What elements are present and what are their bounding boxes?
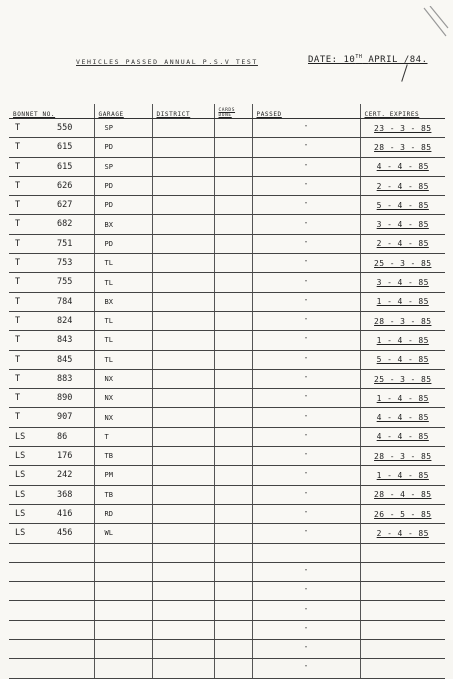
- table-row: [9, 447, 445, 466]
- bonnet-number: 843: [57, 335, 73, 346]
- bonnet-number: 824: [57, 315, 73, 326]
- passed-cell: ”: [252, 273, 360, 292]
- bonnet-number-cell: [9, 196, 94, 215]
- garage-cell: TL: [94, 331, 152, 350]
- passed-cell: ”: [252, 562, 360, 581]
- bonnet-number: 753: [57, 258, 73, 269]
- cert-expires-cell: 3 - 4 - 85: [360, 273, 445, 292]
- table-row: [9, 389, 445, 408]
- district-cell: [152, 447, 214, 466]
- garage-cell: [94, 659, 152, 678]
- district-cell: [152, 659, 214, 678]
- garage-cell: TL: [94, 273, 152, 292]
- table-row: [9, 582, 445, 601]
- table-row: [9, 601, 445, 620]
- table-row: [9, 640, 445, 659]
- garage-cell: SP: [94, 157, 152, 176]
- table-row: [9, 311, 445, 330]
- district-cell: [152, 331, 214, 350]
- cards-done-cell: [214, 408, 252, 427]
- passed-cell: ”: [252, 176, 360, 195]
- bonnet-number-cell: [9, 389, 94, 408]
- table-row: [9, 562, 445, 581]
- table-row: [9, 215, 445, 234]
- bonnet-prefix: T: [15, 219, 21, 230]
- cards-done-cell: [214, 138, 252, 157]
- table-row: [9, 138, 445, 157]
- cards-done-cell: [214, 119, 252, 138]
- district-cell: [152, 138, 214, 157]
- passed-cell: ”: [252, 408, 360, 427]
- cards-done-cell: [214, 311, 252, 330]
- garage-cell: SP: [94, 119, 152, 138]
- cards-done-cell: [214, 447, 252, 466]
- cert-expires-cell: 4 - 4 - 85: [360, 408, 445, 427]
- cert-expires-cell: [360, 601, 445, 620]
- garage-cell: TL: [94, 311, 152, 330]
- bonnet-number: 615: [57, 161, 73, 172]
- district-cell: [152, 176, 214, 195]
- passed-cell: ”: [252, 331, 360, 350]
- district-cell: [152, 601, 214, 620]
- garage-cell: NX: [94, 389, 152, 408]
- garage-cell: WL: [94, 524, 152, 543]
- cert-expires-cell: 23 - 3 - 85: [360, 119, 445, 138]
- bonnet-number-cell: [9, 254, 94, 273]
- bonnet-number: 242: [57, 470, 73, 481]
- cards-done-cell: [214, 234, 252, 253]
- bonnet-number: 368: [57, 489, 73, 500]
- bonnet-prefix: T: [15, 277, 21, 288]
- passed-cell: ”: [252, 196, 360, 215]
- garage-cell: PM: [94, 466, 152, 485]
- column-header-passed: PASSED: [252, 104, 360, 119]
- corner-smudge-mark: [420, 6, 450, 42]
- garage-cell: BX: [94, 292, 152, 311]
- table-row: [9, 350, 445, 369]
- bonnet-prefix: LS: [15, 470, 26, 481]
- bonnet-number: 784: [57, 296, 73, 307]
- passed-cell: ”: [252, 369, 360, 388]
- bonnet-number: 416: [57, 508, 73, 519]
- bonnet-prefix: T: [15, 258, 21, 269]
- garage-cell: T: [94, 427, 152, 446]
- passed-cell: ”: [252, 620, 360, 639]
- district-cell: [152, 196, 214, 215]
- cert-expires-cell: 25 - 3 - 85: [360, 369, 445, 388]
- bonnet-number: 626: [57, 180, 73, 191]
- cert-expires-cell: [360, 582, 445, 601]
- cards-done-cell: [214, 640, 252, 659]
- passed-cell: ”: [252, 350, 360, 369]
- bonnet-prefix: LS: [15, 489, 26, 500]
- district-cell: [152, 427, 214, 446]
- table-row: [9, 254, 445, 273]
- bonnet-prefix: T: [15, 335, 21, 346]
- cards-done-cell: [214, 620, 252, 639]
- cert-expires-cell: 25 - 3 - 85: [360, 254, 445, 273]
- passed-cell: ”: [252, 524, 360, 543]
- bonnet-number: 755: [57, 277, 73, 288]
- cards-done-cell: [214, 350, 252, 369]
- page-title: VEHICLES PASSED ANNUAL P.S.V TEST: [76, 58, 258, 66]
- bonnet-number-cell: [9, 447, 94, 466]
- bonnet-number-cell: [9, 640, 94, 659]
- passed-cell: ”: [252, 485, 360, 504]
- bonnet-number-cell: [9, 659, 94, 678]
- bonnet-number-cell: [9, 620, 94, 639]
- cards-done-cell: [214, 389, 252, 408]
- passed-cell: ”: [252, 234, 360, 253]
- district-cell: [152, 234, 214, 253]
- passed-cell: ”: [252, 447, 360, 466]
- table-row: [9, 485, 445, 504]
- cert-expires-cell: 5 - 4 - 85: [360, 350, 445, 369]
- district-cell: [152, 369, 214, 388]
- bonnet-number-cell: [9, 292, 94, 311]
- bonnet-number-cell: [9, 215, 94, 234]
- table-row: [9, 292, 445, 311]
- column-header-district: DISTRICT: [152, 104, 214, 119]
- cards-done-cell: [214, 582, 252, 601]
- bonnet-prefix: T: [15, 238, 21, 249]
- garage-cell: RD: [94, 504, 152, 523]
- passed-cell: ”: [252, 292, 360, 311]
- garage-cell: [94, 582, 152, 601]
- bonnet-number-cell: [9, 543, 94, 562]
- passed-cell: [252, 543, 360, 562]
- bonnet-number: 86: [57, 431, 68, 442]
- bonnet-number-cell: [9, 138, 94, 157]
- cards-done-cell: [214, 524, 252, 543]
- table-header-row: [9, 104, 445, 119]
- garage-cell: PD: [94, 196, 152, 215]
- date-suffix: TH: [355, 54, 363, 60]
- district-cell: [152, 504, 214, 523]
- garage-cell: PD: [94, 176, 152, 195]
- passed-cell: ”: [252, 254, 360, 273]
- passed-cell: ”: [252, 138, 360, 157]
- bonnet-number-cell: [9, 119, 94, 138]
- cards-done-cell: [214, 215, 252, 234]
- table-row: [9, 466, 445, 485]
- bonnet-prefix: LS: [15, 431, 26, 442]
- cert-expires-cell: 4 - 4 - 85: [360, 427, 445, 446]
- bonnet-prefix: T: [15, 296, 21, 307]
- cert-expires-cell: 28 - 3 - 85: [360, 138, 445, 157]
- bonnet-prefix: T: [15, 373, 21, 384]
- bonnet-number-cell: [9, 331, 94, 350]
- bonnet-number-cell: [9, 562, 94, 581]
- bonnet-number: 176: [57, 451, 73, 462]
- cards-done-cell: [214, 466, 252, 485]
- table-row: [9, 196, 445, 215]
- passed-cell: ”: [252, 119, 360, 138]
- cards-done-cell: [214, 562, 252, 581]
- cards-done-cell: [214, 196, 252, 215]
- bonnet-number-cell: [9, 582, 94, 601]
- cert-expires-cell: 1 - 4 - 85: [360, 466, 445, 485]
- bonnet-number-cell: [9, 504, 94, 523]
- cert-expires-cell: 28 - 3 - 85: [360, 311, 445, 330]
- passed-cell: ”: [252, 157, 360, 176]
- table-row: [9, 408, 445, 427]
- cert-expires-cell: 1 - 4 - 85: [360, 331, 445, 350]
- district-cell: [152, 582, 214, 601]
- bonnet-number: 627: [57, 200, 73, 211]
- table-row: [9, 234, 445, 253]
- cert-expires-cell: [360, 562, 445, 581]
- bonnet-number: 615: [57, 142, 73, 153]
- vehicles-table: [9, 104, 445, 679]
- bonnet-prefix: T: [15, 200, 21, 211]
- district-cell: [152, 215, 214, 234]
- cards-done-cell: [214, 331, 252, 350]
- district-cell: [152, 273, 214, 292]
- cards-done-cell: [214, 157, 252, 176]
- garage-cell: TB: [94, 447, 152, 466]
- table-row: [9, 504, 445, 523]
- garage-cell: [94, 543, 152, 562]
- bonnet-number-cell: [9, 234, 94, 253]
- bonnet-number: 883: [57, 373, 73, 384]
- district-cell: [152, 640, 214, 659]
- district-cell: [152, 466, 214, 485]
- cards-done-cell: [214, 485, 252, 504]
- date-stamp: [308, 54, 428, 65]
- passed-cell: ”: [252, 582, 360, 601]
- bonnet-number-cell: [9, 427, 94, 446]
- cards-done-cell: [214, 504, 252, 523]
- bonnet-number: 845: [57, 354, 73, 365]
- garage-cell: NX: [94, 369, 152, 388]
- bonnet-prefix: LS: [15, 528, 26, 539]
- bonnet-number-cell: [9, 524, 94, 543]
- district-cell: [152, 485, 214, 504]
- bonnet-prefix: T: [15, 161, 21, 172]
- table-row: [9, 157, 445, 176]
- bonnet-number: 751: [57, 238, 73, 249]
- district-cell: [152, 543, 214, 562]
- cert-expires-cell: 1 - 4 - 85: [360, 292, 445, 311]
- bonnet-number: 890: [57, 393, 73, 404]
- cert-expires-cell: 2 - 4 - 85: [360, 524, 445, 543]
- garage-cell: [94, 620, 152, 639]
- date-label: DATE: 10: [308, 55, 356, 65]
- column-header-cert-expires: CERT. EXPIRES: [360, 104, 445, 119]
- garage-cell: PD: [94, 138, 152, 157]
- column-header-cards-done: CARDS DONE: [214, 104, 252, 119]
- table-row: [9, 427, 445, 446]
- bonnet-number-cell: [9, 157, 94, 176]
- passed-cell: ”: [252, 504, 360, 523]
- passed-cell: ”: [252, 427, 360, 446]
- garage-cell: TB: [94, 485, 152, 504]
- passed-cell: ”: [252, 601, 360, 620]
- cert-expires-cell: [360, 620, 445, 639]
- garage-cell: NX: [94, 408, 152, 427]
- cards-done-cell: [214, 369, 252, 388]
- garage-cell: PD: [94, 234, 152, 253]
- bonnet-number: 907: [57, 412, 73, 423]
- cards-done-cell: [214, 427, 252, 446]
- bonnet-prefix: LS: [15, 508, 26, 519]
- district-cell: [152, 524, 214, 543]
- bonnet-number-cell: [9, 273, 94, 292]
- garage-cell: BX: [94, 215, 152, 234]
- cards-done-cell: [214, 292, 252, 311]
- cards-done-cell: [214, 659, 252, 678]
- passed-cell: ”: [252, 640, 360, 659]
- garage-cell: TL: [94, 350, 152, 369]
- bonnet-number-cell: [9, 369, 94, 388]
- district-cell: [152, 119, 214, 138]
- district-cell: [152, 562, 214, 581]
- table-row: [9, 273, 445, 292]
- table-row: [9, 543, 445, 562]
- cards-done-cell: [214, 601, 252, 620]
- bonnet-prefix: T: [15, 354, 21, 365]
- bonnet-number-cell: [9, 350, 94, 369]
- cert-expires-cell: 5 - 4 - 85: [360, 196, 445, 215]
- cert-expires-cell: [360, 543, 445, 562]
- bonnet-prefix: T: [15, 315, 21, 326]
- garage-cell: [94, 601, 152, 620]
- cert-expires-cell: 28 - 3 - 85: [360, 447, 445, 466]
- bonnet-number: 682: [57, 219, 73, 230]
- bonnet-number-cell: [9, 311, 94, 330]
- cards-done-cell: [214, 254, 252, 273]
- table-row: [9, 331, 445, 350]
- table-row: [9, 620, 445, 639]
- bonnet-number-cell: [9, 485, 94, 504]
- bonnet-number: 550: [57, 123, 73, 133]
- passed-cell: ”: [252, 466, 360, 485]
- cards-done-cell: [214, 176, 252, 195]
- bonnet-prefix: T: [15, 393, 21, 404]
- bonnet-number: 456: [57, 528, 73, 539]
- district-cell: [152, 620, 214, 639]
- cert-expires-cell: 28 - 4 - 85: [360, 485, 445, 504]
- table-row: [9, 659, 445, 678]
- passed-cell: ”: [252, 659, 360, 678]
- cert-expires-cell: [360, 659, 445, 678]
- date-rest: APRIL /84.: [368, 55, 428, 65]
- district-cell: [152, 311, 214, 330]
- district-cell: [152, 157, 214, 176]
- bonnet-prefix: T: [15, 180, 21, 191]
- bonnet-prefix: T: [15, 412, 21, 423]
- pen-stroke: [401, 64, 408, 81]
- bonnet-number-cell: [9, 466, 94, 485]
- district-cell: [152, 292, 214, 311]
- passed-cell: ”: [252, 389, 360, 408]
- table-row: [9, 119, 445, 138]
- passed-cell: ”: [252, 311, 360, 330]
- passed-cell: ”: [252, 215, 360, 234]
- cert-expires-cell: 1 - 4 - 85: [360, 389, 445, 408]
- cards-done-cell: [214, 273, 252, 292]
- bonnet-prefix: T: [15, 123, 21, 133]
- district-cell: [152, 389, 214, 408]
- column-header-garage: GARAGE: [94, 104, 152, 119]
- table-row: [9, 524, 445, 543]
- bonnet-number-cell: [9, 176, 94, 195]
- bonnet-prefix: T: [15, 142, 21, 153]
- district-cell: [152, 254, 214, 273]
- district-cell: [152, 408, 214, 427]
- cert-expires-cell: [360, 640, 445, 659]
- cert-expires-cell: 2 - 4 - 85: [360, 176, 445, 195]
- cert-expires-cell: 4 - 4 - 85: [360, 157, 445, 176]
- bonnet-prefix: LS: [15, 451, 26, 462]
- garage-cell: [94, 562, 152, 581]
- cert-expires-cell: 26 - 5 - 85: [360, 504, 445, 523]
- district-cell: [152, 350, 214, 369]
- bonnet-number-cell: [9, 601, 94, 620]
- table-row: [9, 369, 445, 388]
- cert-expires-cell: 2 - 4 - 85: [360, 234, 445, 253]
- column-header-bonnet: BONNET NO.: [9, 104, 94, 119]
- table-row: [9, 176, 445, 195]
- cards-done-cell: [214, 543, 252, 562]
- garage-cell: TL: [94, 254, 152, 273]
- bonnet-number-cell: [9, 408, 94, 427]
- garage-cell: [94, 640, 152, 659]
- cert-expires-cell: 3 - 4 - 85: [360, 215, 445, 234]
